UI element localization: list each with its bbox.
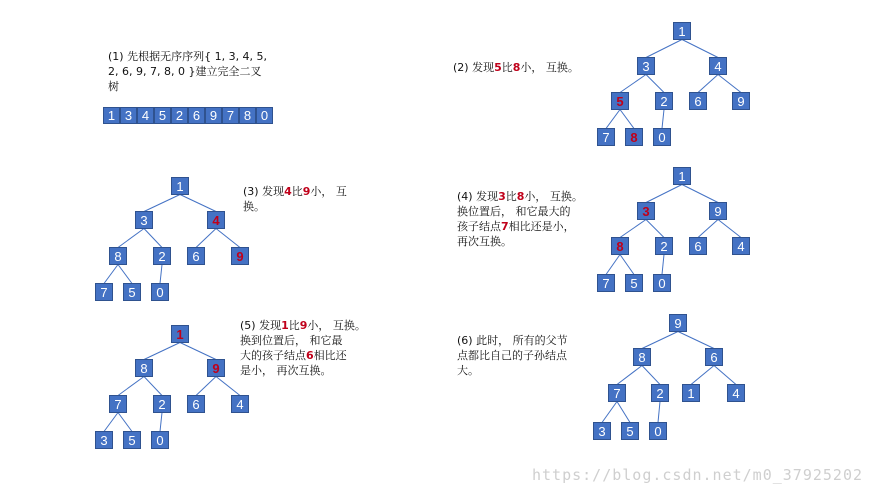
highlighted-number: 3 [498, 190, 506, 203]
highlighted-number: 7 [501, 220, 509, 233]
caption-text: 小， 互 换。 [243, 185, 347, 213]
caption-text: 小， 互换。 [520, 61, 579, 74]
tree-edge [718, 220, 741, 238]
highlighted-number: 9 [299, 319, 308, 332]
tree-edge [646, 185, 682, 203]
tree-node-value: 6 [192, 249, 200, 264]
tree-node-value: 9 [737, 94, 745, 109]
tree-node-value: 6 [694, 239, 702, 254]
heap-tree-step-3 [96, 178, 249, 301]
tree-node-value: 7 [100, 285, 108, 300]
tree-edge [180, 195, 216, 212]
tree-edge [658, 402, 660, 423]
tree-edge [617, 402, 630, 423]
tree-node-value: 4 [732, 386, 740, 401]
caption-text: 相比还是小， 再次互换。 [457, 220, 575, 248]
highlighted-number: 8 [516, 190, 525, 203]
tree-node-value: 2 [158, 397, 166, 412]
highlighted-number: 1 [281, 319, 289, 332]
tree-edge [160, 413, 162, 432]
tree-node-value: 7 [114, 397, 122, 412]
tree-edge [196, 229, 216, 248]
tree-node-value-highlighted: 1 [176, 327, 184, 342]
caption-text: 小， 互换。 换到位置后， 和它最 大的孩子结点 [240, 319, 366, 362]
caption-text: (2) 发现 [453, 61, 495, 74]
tree-edge [118, 265, 132, 284]
tree-edge [662, 110, 664, 129]
tree-node-value: 5 [128, 285, 136, 300]
array-cell: 0 [256, 107, 273, 124]
tree-node-value: 0 [156, 285, 164, 300]
caption-text: 比 [501, 61, 513, 74]
tree-node-value-highlighted: 9 [212, 361, 220, 376]
array-cell: 8 [239, 107, 256, 124]
tree-node-value: 5 [626, 424, 634, 439]
tree-node-value: 0 [658, 130, 666, 145]
caption-text: (1) 先根据无序序列{ 1, 3, 4, 5, 2, 6, 9, 7, 8, 0 }建立完全二叉 树 [108, 50, 268, 93]
tree-edge [620, 110, 634, 129]
tree-edge [682, 185, 718, 203]
tree-edge [216, 377, 240, 396]
tree-node-value: 9 [674, 316, 682, 331]
array-cell: 2 [171, 107, 188, 124]
tree-node-value: 2 [660, 94, 668, 109]
tree-edge [606, 110, 620, 129]
tree-edge [642, 366, 660, 385]
array-cell: 4 [137, 107, 154, 124]
tree-edge [698, 220, 718, 238]
tree-node-value: 3 [140, 213, 148, 228]
tree-node-value: 7 [602, 276, 610, 291]
tree-edge [216, 229, 240, 248]
highlighted-number: 9 [302, 185, 311, 198]
tree-edge [646, 75, 664, 93]
array-cell: 5 [154, 107, 171, 124]
tree-node-value: 1 [176, 179, 184, 194]
tree-node-value: 0 [156, 433, 164, 448]
tree-edge [678, 332, 714, 349]
tree-edge [620, 255, 634, 275]
tree-edge [646, 40, 682, 58]
tree-node-value: 0 [658, 276, 666, 291]
tree-node-value-highlighted: 8 [630, 130, 638, 145]
tree-node-value: 7 [613, 386, 621, 401]
array-cell: 1 [103, 107, 120, 124]
tree-edge [682, 40, 718, 58]
tree-node-value: 8 [638, 350, 646, 365]
tree-node-value: 5 [128, 433, 136, 448]
tree-node-value: 6 [710, 350, 718, 365]
tree-edge [144, 377, 162, 396]
heap-tree-step-5 [96, 326, 249, 449]
tree-edge [180, 343, 216, 360]
caption-text: 小， 互换。 换位置后， 和它最大的 孩子结点 [457, 190, 583, 233]
highlighted-number: 4 [284, 185, 292, 198]
array-cell: 9 [205, 107, 222, 124]
caption-text: (4) 发现 [457, 190, 499, 203]
tree-node-value: 4 [737, 239, 745, 254]
tree-node-value-highlighted: 5 [616, 94, 624, 109]
tree-edge [118, 413, 132, 432]
tree-node-value: 8 [140, 361, 148, 376]
tree-edge [662, 255, 664, 275]
tree-edge [620, 75, 646, 93]
tree-edge [196, 377, 216, 396]
tree-edge [714, 366, 736, 385]
caption-text: 比 [505, 190, 517, 203]
tree-node-value: 5 [630, 276, 638, 291]
highlighted-number: 5 [494, 61, 502, 74]
tree-node-value: 2 [660, 239, 668, 254]
tree-edge [118, 377, 144, 396]
tree-node-value-highlighted: 3 [642, 204, 650, 219]
caption-text: (5) 发现 [240, 319, 282, 332]
tree-node-value: 1 [678, 24, 686, 39]
tree-node-value: 6 [694, 94, 702, 109]
array-cell: 3 [120, 107, 137, 124]
caption-text: (3) 发现 [243, 185, 285, 198]
tree-node-value: 8 [114, 249, 122, 264]
array-cell: 7 [222, 107, 239, 124]
tree-edge [698, 75, 718, 93]
tree-edge [104, 265, 118, 284]
tree-node-value: 3 [100, 433, 108, 448]
tree-node-value: 7 [602, 130, 610, 145]
tree-edge [617, 366, 642, 385]
tree-node-value: 1 [687, 386, 695, 401]
heap-tree-step-6 [594, 315, 745, 440]
tree-node-value: 3 [642, 59, 650, 74]
tree-node-value: 2 [656, 386, 664, 401]
tree-edge [646, 220, 664, 238]
tree-node-value-highlighted: 4 [212, 213, 220, 228]
highlighted-number: 6 [306, 349, 314, 362]
caption-text: 比 [288, 319, 300, 332]
caption-text: 相比还 是小， 再次互换。 [240, 349, 347, 377]
tree-edge [691, 366, 714, 385]
tree-edge [606, 255, 620, 275]
tree-node-value: 1 [678, 169, 686, 184]
caption-text: 比 [291, 185, 303, 198]
watermark: https://blog.csdn.net/m0_37925202 [532, 466, 864, 484]
tree-node-value-highlighted: 9 [236, 249, 244, 264]
tree-node-value: 2 [158, 249, 166, 264]
tree-edge [620, 220, 646, 238]
tree-node-value: 0 [654, 424, 662, 439]
heap-tree-step-2 [598, 23, 750, 146]
tree-edge [718, 75, 741, 93]
tree-edge [602, 402, 617, 423]
highlighted-number: 8 [512, 61, 521, 74]
tree-node-value-highlighted: 8 [616, 239, 624, 254]
tree-node-value: 4 [236, 397, 244, 412]
tree-edge [104, 413, 118, 432]
caption-text: (6) 此时， 所有的父节 点都比自己的子孙结点 大。 [457, 334, 568, 377]
array-cell: 6 [188, 107, 205, 124]
heap-tree-step-4 [598, 168, 750, 292]
tree-edge [642, 332, 678, 349]
tree-edge [144, 229, 162, 248]
tree-edge [144, 195, 180, 212]
tree-edge [118, 229, 144, 248]
tree-edge [160, 265, 162, 284]
tree-edge [144, 343, 180, 360]
tree-node-value: 6 [192, 397, 200, 412]
tree-node-value: 3 [598, 424, 606, 439]
tree-node-value: 4 [714, 59, 722, 74]
tree-node-value: 9 [714, 204, 722, 219]
